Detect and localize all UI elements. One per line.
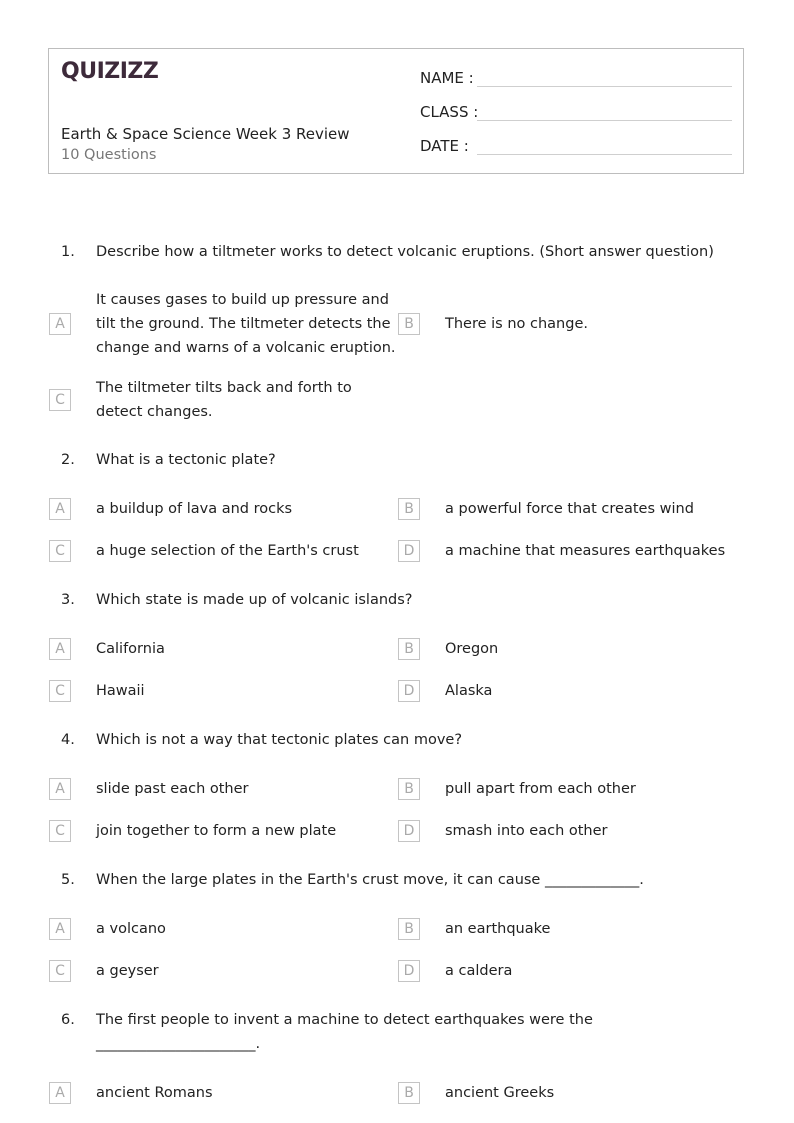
date-line: [477, 154, 732, 155]
option-text: smash into each other: [445, 823, 608, 839]
option-text: a buildup of lava and rocks: [96, 501, 293, 517]
option-text: join together to form a new plate: [96, 823, 337, 839]
option-letter[interactable]: B: [398, 778, 420, 800]
option-letter[interactable]: D: [398, 680, 420, 702]
option-letter[interactable]: D: [398, 820, 420, 842]
question-number: 6.: [61, 1012, 75, 1028]
date-label: DATE :: [420, 137, 469, 155]
option-letter[interactable]: D: [398, 540, 420, 562]
question-text: The first people to invent a machine to detect earthquakes were the ______________________.: [96, 1012, 593, 1052]
option-text: a geyser: [96, 963, 159, 979]
option-letter[interactable]: C: [49, 540, 71, 562]
question-text: When the large plates in the Earth's crust move, it can cause _____________.: [96, 872, 644, 888]
option-letter[interactable]: D: [398, 960, 420, 982]
option-text: There is no change.: [445, 316, 588, 332]
name-field[interactable]: [420, 69, 474, 87]
option-text: a machine that measures earthquakes: [445, 543, 726, 559]
option-text: a huge selection of the Earth's crust: [96, 543, 359, 559]
quizizz-logo: QUIZIZZ: [61, 59, 159, 84]
option-text: a caldera: [445, 963, 513, 979]
question-text: Which is not a way that tectonic plates can move?: [96, 732, 463, 748]
question-number: 5.: [61, 872, 75, 888]
option-letter[interactable]: B: [398, 1082, 420, 1104]
option-letter[interactable]: C: [49, 389, 71, 411]
option-text: It causes gases to build up pressure and tilt the ground. The tiltmeter detects the change and warns of a volcanic eruption.: [96, 292, 396, 356]
option-letter[interactable]: A: [49, 313, 71, 335]
option-letter[interactable]: A: [49, 918, 71, 940]
option-text: California: [96, 641, 165, 657]
question-text: What is a tectonic plate?: [96, 452, 276, 468]
option-text: an earthquake: [445, 921, 551, 937]
option-letter[interactable]: A: [49, 498, 71, 520]
name-label: NAME :: [420, 69, 474, 87]
class-line: [477, 120, 732, 121]
question-number: 1.: [61, 244, 75, 260]
question-count: 10 Questions: [61, 147, 157, 163]
class-label: CLASS :: [420, 103, 479, 121]
option-text: slide past each other: [96, 781, 249, 797]
option-letter[interactable]: C: [49, 680, 71, 702]
worksheet-title: Earth & Space Science Week 3 Review: [61, 125, 350, 143]
option-letter[interactable]: A: [49, 1082, 71, 1104]
question-number: 3.: [61, 592, 75, 608]
date-field[interactable]: [420, 137, 469, 155]
question-text: Which state is made up of volcanic islands?: [96, 592, 413, 608]
option-text: ancient Greeks: [445, 1085, 555, 1101]
option-letter[interactable]: A: [49, 638, 71, 660]
worksheet-header: [48, 48, 744, 174]
option-text: a volcano: [96, 921, 166, 937]
question-number: 2.: [61, 452, 75, 468]
class-field[interactable]: [420, 103, 478, 121]
option-letter[interactable]: C: [49, 960, 71, 982]
option-text: The tiltmeter tilts back and forth to detect changes.: [96, 380, 352, 420]
option-text: Alaska: [445, 683, 493, 699]
option-letter[interactable]: B: [398, 918, 420, 940]
option-letter[interactable]: A: [49, 778, 71, 800]
option-letter[interactable]: B: [398, 638, 420, 660]
question-text: Describe how a tiltmeter works to detect volcanic eruptions. (Short answer question): [96, 244, 714, 260]
question-number: 4.: [61, 732, 75, 748]
name-line: [477, 86, 732, 87]
option-letter[interactable]: C: [49, 820, 71, 842]
option-letter[interactable]: B: [398, 498, 420, 520]
option-text: a powerful force that creates wind: [445, 501, 694, 517]
option-text: ancient Romans: [96, 1085, 213, 1101]
option-text: Oregon: [445, 641, 499, 657]
option-text: pull apart from each other: [445, 781, 636, 797]
option-text: Hawaii: [96, 683, 145, 699]
option-letter[interactable]: B: [398, 313, 420, 335]
